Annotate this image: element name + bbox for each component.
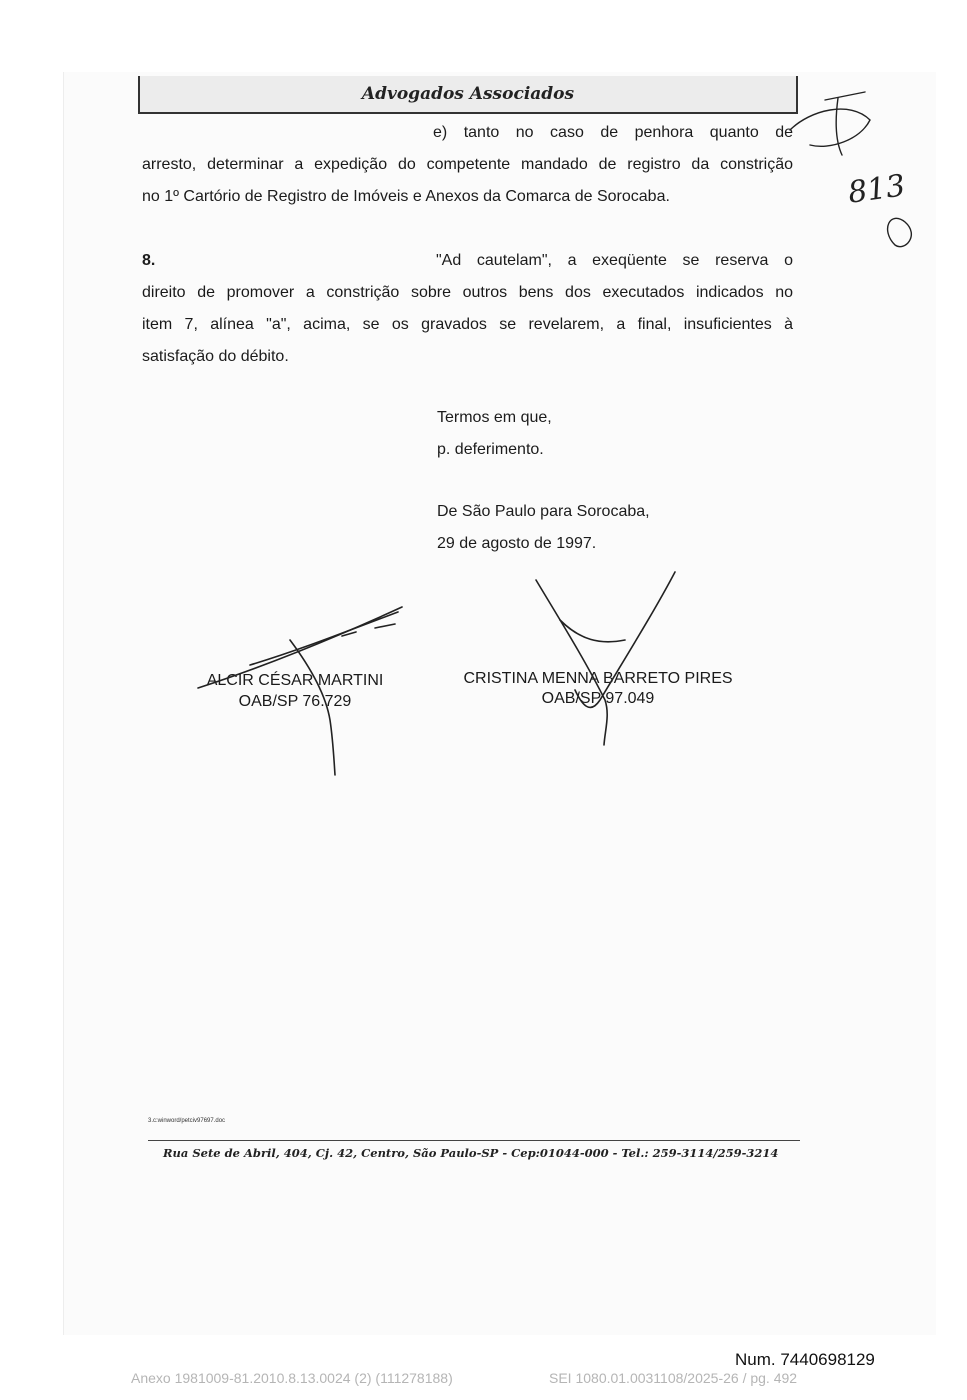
footer-rule [148,1140,800,1141]
letterhead-title: Advogados Associados [361,84,575,104]
paragraph-8-line-3: item 7, alínea "a", acima, se os gravados se revelarem, a final, insuficientes à [142,316,793,333]
footer-address: Rua Sete de Abril, 404, Cj. 42, Centro, São Paulo-SP - Cep:01044-000 - Tel.: 259-3114/259-3214 [163,1146,779,1160]
handwritten-page-number: 813 [845,168,908,211]
signatory-1-oab: OAB/SP 76.729 [238,693,352,710]
closing-line-1: Termos em que, [437,409,552,426]
sei-reference: SEI 1080.01.0031108/2025-26 / pg. 492 [549,1370,798,1386]
item-e-line-1: e) tanto no caso de penhora quanto de [433,124,793,141]
signatory-2-name: CRISTINA MENNA BARRETO PIRES [463,670,733,687]
item-e-line-3: no 1º Cartório de Registro de Imóveis e Anexos da Comarca de Sorocaba. [142,188,670,205]
signatory-1-name: ALCIR CÉSAR MARTINI [206,672,384,689]
closing-place: De São Paulo para Sorocaba, [437,503,650,520]
paragraph-8-line-4: satisfação do débito. [142,348,289,365]
paragraph-8-line-2: direito de promover a constrição sobre outros bens dos executados indicados no [142,284,793,301]
signatory-2-oab: OAB/SP 97.049 [541,690,655,707]
item-e-line-2: arresto, determinar a expedição do competente mandado de registro da constrição [142,156,793,173]
paragraph-8-line-1: "Ad cautelam", a exeqüente se reserva o [436,252,793,269]
signature-2 [536,572,675,745]
document-reference: 3.c:winword/petciv97697.doc [148,1118,226,1124]
page-number-mark [888,218,912,246]
closing-date: 29 de agosto de 1997. [437,535,597,552]
closing-line-2: p. deferimento. [437,441,544,458]
document-number: Num. 7440698129 [735,1350,875,1369]
paragraph-8-number: 8. [142,252,156,269]
corner-initials [790,92,870,155]
annex-reference: Anexo 1981009-81.2010.8.13.0024 (2) (111278188) [131,1370,453,1386]
signature-1 [198,607,402,775]
